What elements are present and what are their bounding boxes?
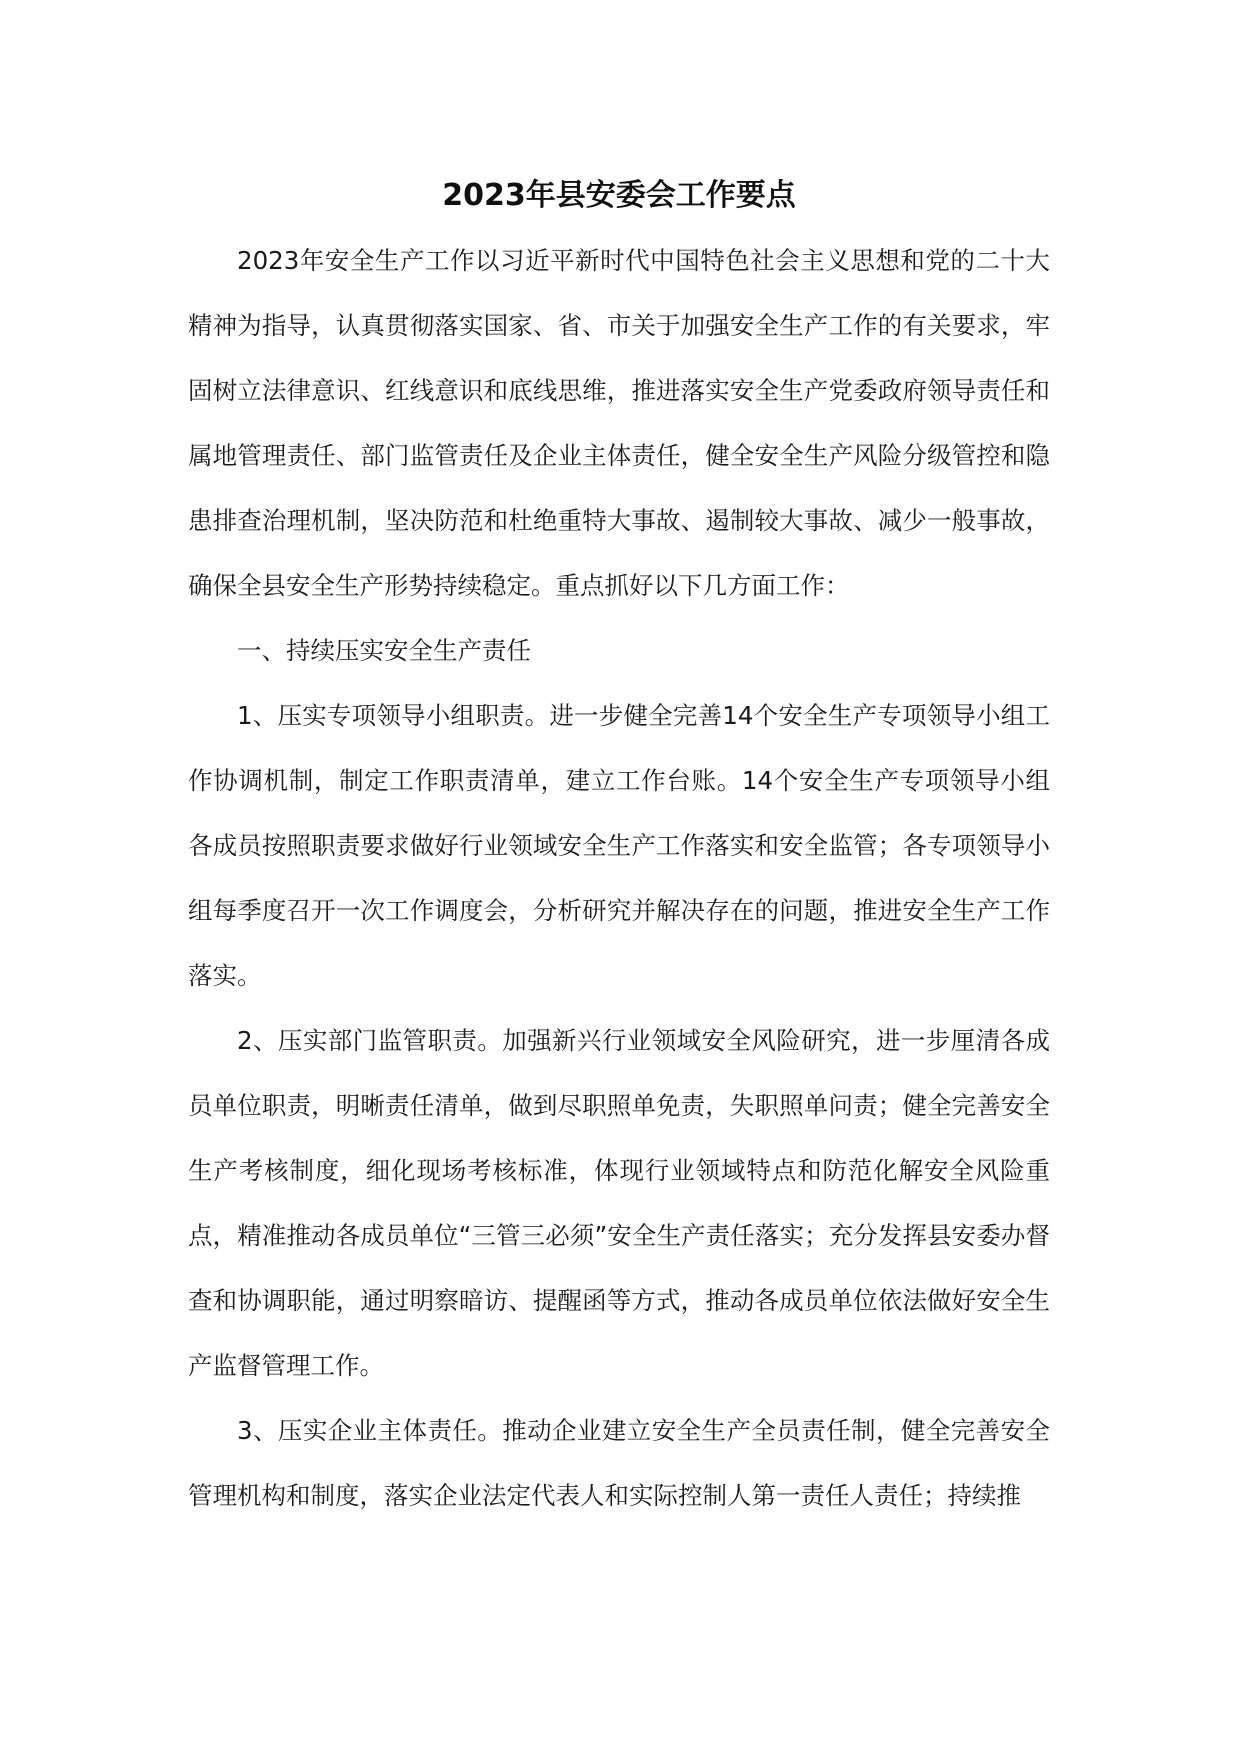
list-item-2: 2、压实部门监管职责。加强新兴行业领域安全风险研究，进一步厘清各成员单位职责，明晰责任清单，做到尽职照单免责，失职照单问责；健全完善安全生产考核制度，细化现场考核标准，体现行业领域特点和防范化解安全风险重点，精准推动各成员单位“三管三必须”安全生产责任落实；充分发挥县安委办督查和协调职能，通过明察暗访、提醒函等方式，推动各成员单位依法做好安全生产监督管理工作。 (188, 1026, 1050, 1380)
list-item-3: 3、压实企业主体责任。推动企业建立安全生产全员责任制，健全完善安全管理机构和制度，落实企业法定代表人和实际控制人第一责任人责任；持续推 (188, 1416, 1050, 1510)
document-body (188, 168, 1050, 1528)
document-title: 2023年县安委会工作要点 (442, 178, 796, 213)
list-item-1: 1、压实专项领导小组职责。进一步健全完善14个安全生产专项领导小组工作协调机制，制定工作职责清单，建立工作台账。14个安全生产专项领导小组各成员按照职责要求做好行业领域安全生产工作落实和安全监管；各专项领导小组每季度召开一次工作调度会，分析研究并解决存在的问题，推进安全生产工作落实。 (188, 701, 1050, 990)
section-heading: 一、持续压实安全生产责任 (237, 636, 531, 665)
intro-paragraph: 2023年安全生产工作以习近平新时代中国特色社会主义思想和党的二十大精神为指导，认真贯彻落实国家、省、市关于加强安全生产工作的有关要求，牢固树立法律意识、红线意识和底线思维，推进落实安全生产党委政府领导责任和属地管理责任、部门监管责任及企业主体责任，健全安全生产风险分级管控和隐患排查治理机制，坚决防范和杜绝重特大事故、遏制较大事故、减少一般事故，确保全县安全生产形势持续稳定。重点抓好以下几方面工作： (188, 246, 1050, 600)
